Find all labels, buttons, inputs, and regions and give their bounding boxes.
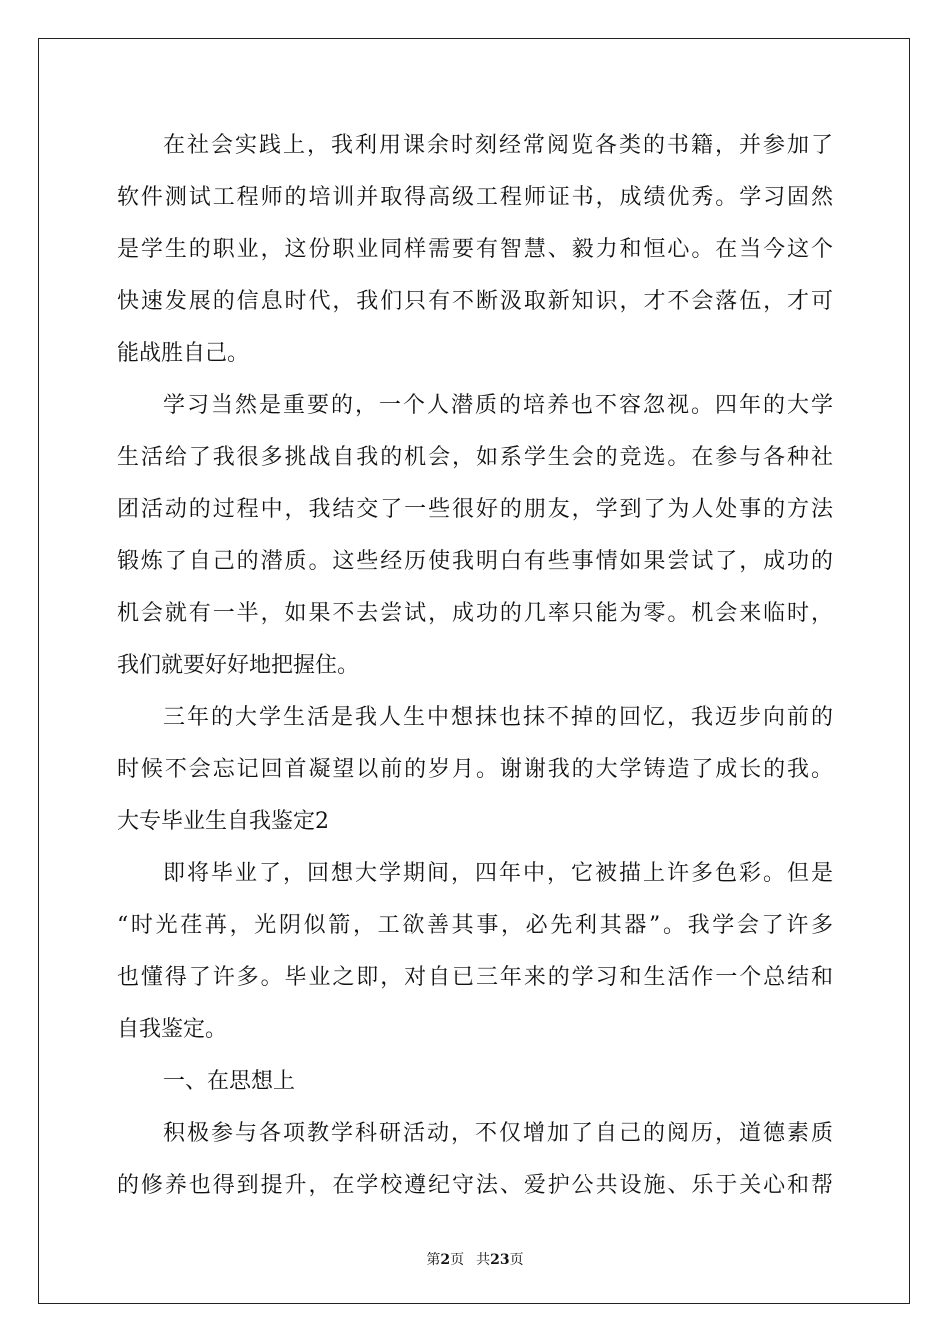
text-line: 一、在思想上 (163, 1069, 296, 1094)
text-line: 的修养也得到提升，在学校遵纪守法、爱护公共设施、乐于关心和帮 (117, 1173, 833, 1198)
text-line: 生活给了我很多挑战自我的机会，如系学生会的竞选。在参与各种社 (117, 445, 833, 470)
page-footer (0, 1249, 950, 1269)
text-line: “时光荏苒，光阴似箭，工欲善其事，必先利其器”。我学会了许多 (117, 913, 833, 938)
text-line: 时候不会忘记回首凝望以前的岁月。谢谢我的大学铸造了成长的我。 (117, 757, 833, 782)
footer-prefix: 第 (426, 1252, 441, 1268)
text-line: 自我鉴定。 (117, 1017, 228, 1042)
text-line: 机会就有一半，如果不去尝试，成功的几率只能为零。机会来临时， (117, 601, 833, 626)
text-line: 我们就要好好地把握住。 (117, 653, 360, 678)
text-line: 即将毕业了，回想大学期间，四年中，它被描上许多色彩。但是 (163, 861, 833, 886)
text-line: 锻炼了自己的潜质。这些经历使我明白有些事情如果尝试了，成功的 (117, 549, 833, 574)
text-line: 三年的大学生活是我人生中想抹也抹不掉的回忆，我迈步向前的 (163, 705, 833, 730)
text-line: 大专毕业生自我鉴定2 (117, 809, 329, 834)
text-line: 软件测试工程师的培训并取得高级工程师证书，成绩优秀。学习固然 (117, 185, 833, 210)
text-line: 积极参与各项教学科研活动，不仅增加了自己的阅历，道德素质 (163, 1121, 833, 1146)
text-line: 能战胜自己。 (117, 341, 250, 366)
footer-total-suffix: 页 (509, 1252, 524, 1268)
text-line: 快速发展的信息时代，我们只有不断汲取新知识，才不会落伍，才可 (117, 289, 833, 314)
text-line: 学习当然是重要的，一个人潜质的培养也不容忽视。四年的大学 (163, 393, 833, 418)
document-body (117, 120, 833, 1212)
footer-page-suffix: 页 (450, 1252, 465, 1268)
text-line: 也懂得了许多。毕业之即，对自已三年来的学习和生活作一个总结和 (117, 965, 833, 990)
current-page-number: 2 (440, 1252, 451, 1268)
total-page-count: 23 (490, 1252, 510, 1268)
footer-total-prefix: 共 (476, 1252, 491, 1268)
text-line: 在社会实践上，我利用课余时刻经常阅览各类的书籍，并参加了 (163, 133, 833, 158)
text-line: 团活动的过程中，我结交了一些很好的朋友，学到了为人处事的方法 (117, 497, 833, 522)
text-line: 是学生的职业，这份职业同样需要有智慧、毅力和恒心。在当今这个 (117, 237, 833, 262)
